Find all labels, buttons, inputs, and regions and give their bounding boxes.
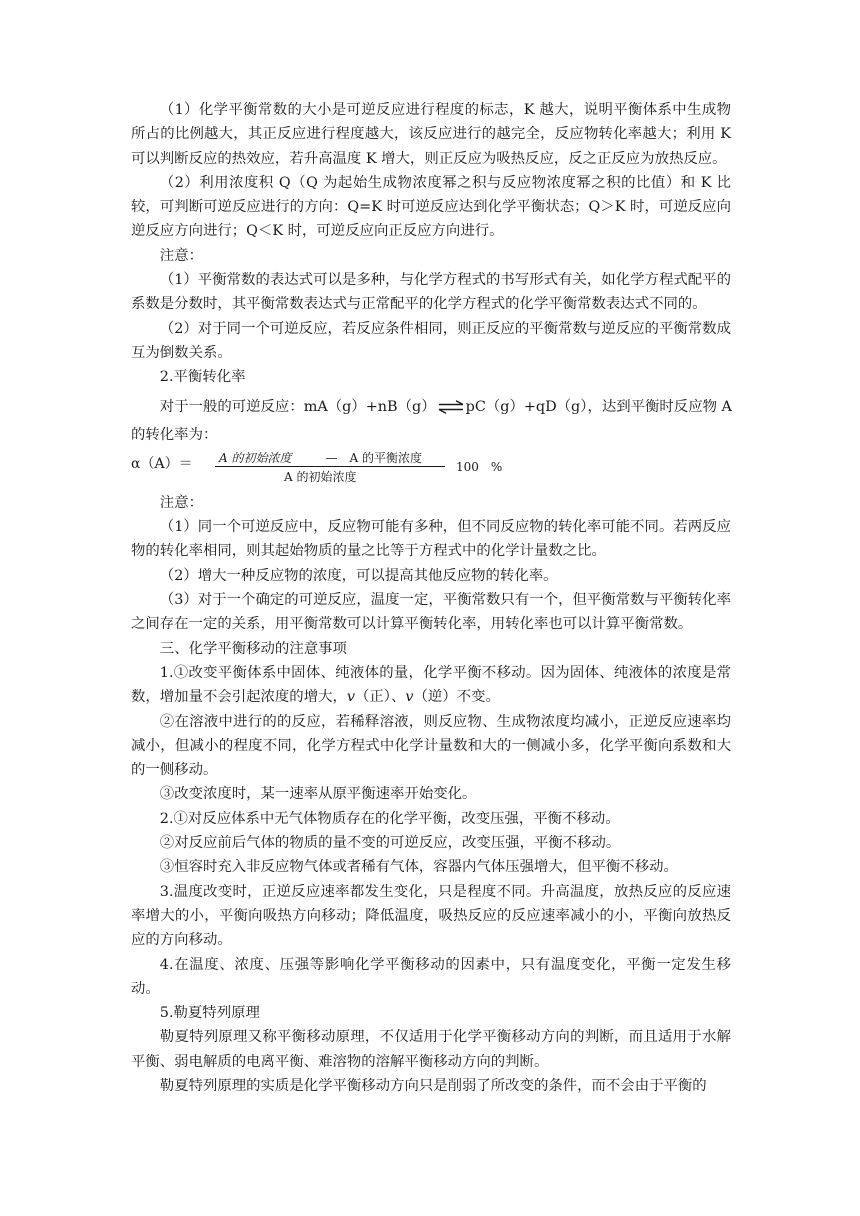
paragraph-inert-gas: ③恒容时充入非反应物气体或者稀有气体，容器内气体压强增大，但平衡不移动。 (159, 859, 678, 876)
numerator-minus: — (325, 450, 338, 465)
paragraph-concentration-change: ③改变浓度时，某一速率从原平衡速率开始变化。 (159, 786, 477, 803)
conversion-formula (131, 449, 731, 485)
paragraph-multiple-reactants: （1）同一个可逆反应中，反应物可能有多种，但不同反应物的转化率可能不同。若两反应物的转化率相同，则其起始物质的量之比等于方程式中的化学计量数之比。 (131, 519, 731, 560)
paragraph-equal-gas: ②对反应前后气体的物质的量不变的可逆反应，改变压强，平衡不移动。 (159, 835, 621, 852)
paragraph-temperature-only: 4.在温度、浓度、压强等影响化学平衡移动的因素中，只有温度变化，平衡一定发生移动。 (131, 956, 731, 997)
note-heading-2: 注意： (159, 494, 203, 511)
equation-products: pC（g）+qD（g），达到平衡时反应物 A (465, 398, 732, 415)
paragraph-temperature: 3.温度改变时，正逆反应速率都发生变化，只是程度不同。升高温度，放热反应的反应速率增大的小，平衡向吸热方向移动；降低温度，吸热反应的反应速率减小的小，平衡向放热反应的方向移动。 (131, 883, 731, 949)
paragraph-dilution: ②在溶液中进行的的反应，若稀释溶液，则反应物、生成物浓度均减小，正逆反应速率均减小，但减小的程度不同，化学方程式中化学计量数和大的一侧减小多，化学平衡向系数和大的一侧移动。 (131, 713, 731, 779)
paragraph-constant-vs-conversion: （3）对于一个确定的可逆反应，温度一定，平衡常数只有一个，但平衡常数与平衡转化率之间存在一定的关系，用平衡常数可以计算平衡转化率，用转化率也可以计算平衡常数。 (131, 592, 731, 633)
formula-numerator (219, 449, 422, 466)
equation-continuation: 的转化率为： (131, 426, 218, 443)
formula-percent: 100 % (456, 459, 503, 474)
section-heading-conversion: 2.平衡转化率 (159, 369, 246, 386)
document-body (131, 98, 731, 1098)
formula-denominator: A 的初始浓度 (284, 469, 357, 484)
paragraph-le-chatelier-scope: 勒夏特列原理又称平衡移动原理，不仅适用于化学平衡移动方向的判断，而且适用于水解平衡、弱电解质的电离平衡、难溶物的溶解平衡移动方向的判断。 (131, 1029, 731, 1070)
section-heading-shift: 三、化学平衡移动的注意事项 (159, 640, 347, 657)
paragraph-solids-liquids: 1.①改变平衡体系中固体、纯液体的量，化学平衡不移动。因为固体、纯液体的浓度是常数，增加量不会引起浓度的增大，v（正）、v（逆）不变。 (131, 664, 731, 706)
numerator-equilibrium: A 的平衡浓度 (349, 450, 422, 465)
formula-lhs: α（A）＝ (131, 455, 193, 472)
paragraph-k-meaning: （1）化学平衡常数的大小是可逆反应进行程度的标志，K 越大，说明平衡体系中生成物所占的比例越大，其正反应进行程度越大，该反应进行的越完全，反应物转化率越大；利用 K 可以判断反应的热效应，若升高温度 K 增大，则正反应为吸热反应，反之正反应为放热反应。 (131, 102, 731, 167)
paragraph-note-reciprocal: （2）对于同一个可逆反应，若反应条件相同，则正反应的平衡常数与逆反应的平衡常数成互为倒数关系。 (131, 320, 731, 361)
paragraph-note-expression: （1）平衡常数的表达式可以是多种，与化学方程式的书写形式有关，如化学方程式配平的系数是分数时，其平衡常数表达式与正常配平的化学方程式的化学平衡常数表达式不同的。 (131, 272, 731, 313)
paragraph-increase-concentration: （2）增大一种反应物的浓度，可以提高其他反应物的转化率。 (159, 567, 558, 584)
paragraph-no-gas: 2.①对反应体系中无气体物质存在的化学平衡，改变压强，平衡不移动。 (159, 810, 620, 827)
reversible-arrows-icon (438, 400, 464, 414)
reaction-equation (131, 392, 731, 423)
equation-reactants: 对于一般的可逆反应：mA（g）+nB（g） (159, 398, 436, 415)
note-heading: 注意： (159, 247, 203, 264)
paragraph-q-vs-k: （2）利用浓度积 Q（Q 为起始生成物浓度幂之积与反应物浓度幂之积的比值）和 K 比较，可判断可逆反应进行的方向：Q=K 时可逆反应达到化学平衡状态；Q＞K 时，可逆反应向逆反应方向进行；Q＜K 时，可逆反应向正反应方向进行。 (131, 174, 731, 240)
numerator-initial: A 的初始浓度 (219, 450, 292, 465)
paragraph-le-chatelier-essence: 勒夏特列原理的实质是化学平衡移动方向只是削弱了所改变的条件，而不会由于平衡的 (159, 1077, 707, 1094)
section-heading-le-chatelier: 5.勒夏特列原理 (159, 1005, 260, 1022)
fraction-bar (215, 466, 445, 467)
